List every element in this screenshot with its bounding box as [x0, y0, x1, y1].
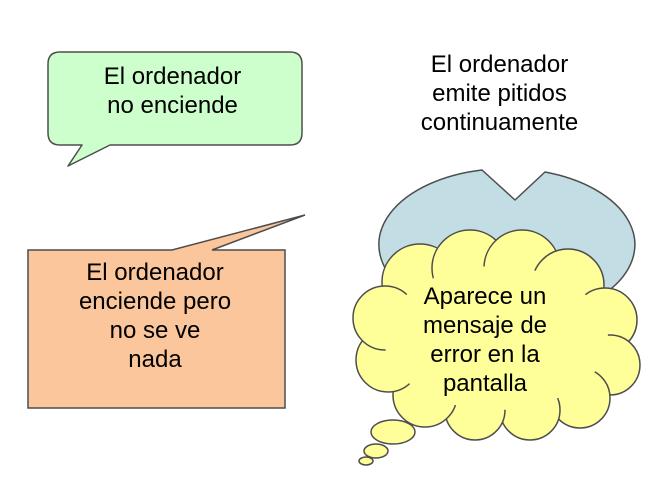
green-bubble-line-2: no enciende: [107, 92, 238, 119]
cloud-bubble-line-1: Aparece un: [423, 283, 547, 310]
green-bubble-text: [60, 62, 285, 120]
orange-bubble-line-3: no se ve: [109, 317, 201, 344]
blue-bubble-line-2: emite pitidos: [432, 80, 567, 107]
orange-bubble-line-4: nada: [128, 346, 182, 373]
cloud-bubble-line-3: error en la: [430, 341, 540, 368]
cloud-bubble-line-4: pantalla: [442, 370, 528, 397]
orange-bubble-text: [30, 258, 280, 374]
blue-bubble-line-1: El ordenador: [430, 51, 569, 78]
cloud-bubble-text: [380, 282, 590, 398]
orange-bubble-line-2: enciende pero: [78, 288, 232, 315]
green-bubble-line-1: El ordenador: [103, 63, 242, 90]
blue-bubble-text: [372, 50, 627, 137]
blue-bubble-line-3: continuamente: [420, 109, 579, 136]
cloud-bubble-line-2: mensaje de: [422, 312, 548, 339]
orange-bubble-line-1: El ordenador: [86, 259, 224, 286]
